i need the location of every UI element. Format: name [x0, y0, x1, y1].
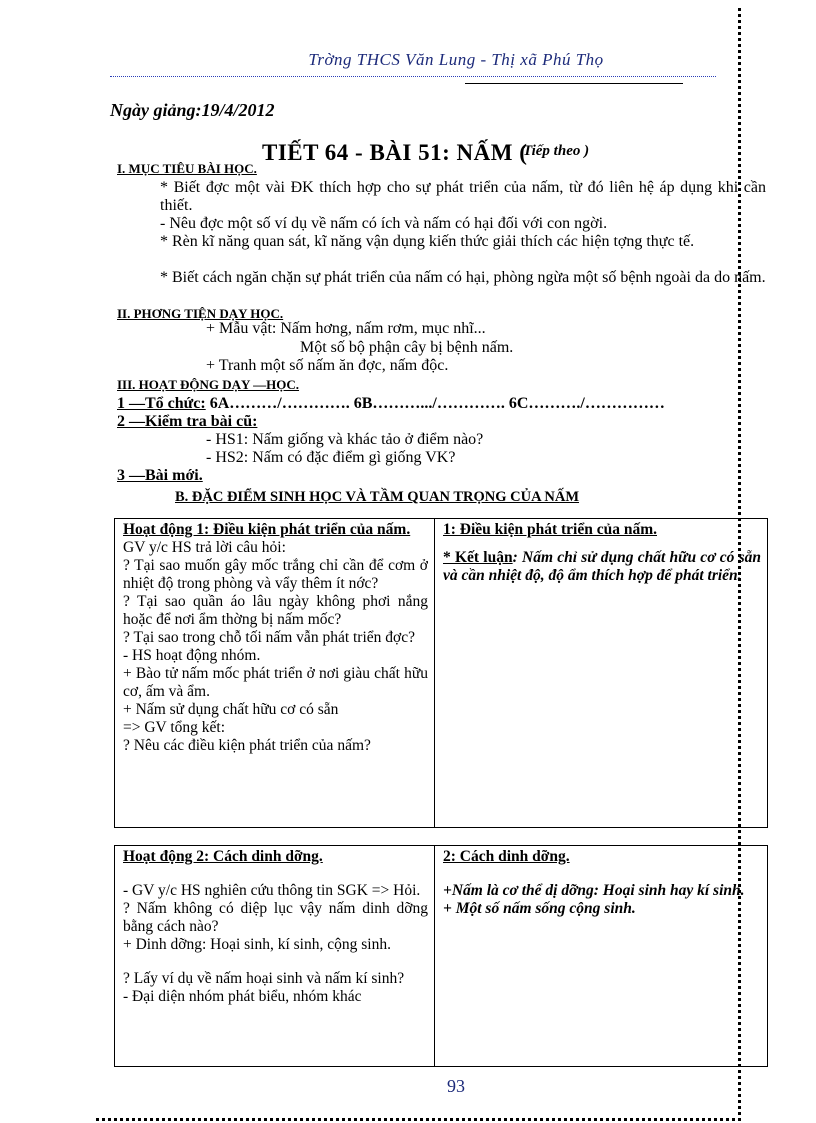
content-2-line: +Nấm là cơ thể dị dỡng: Hoại sinh hay kí sinh. — [443, 882, 745, 899]
activity-1-line: + Bào tử nấm mốc phát triển ở nơi giàu chất hữu cơ, ấm và ẩm. — [123, 665, 428, 700]
materials-line: + Mẫu vật: Nấm hơng, nấm rơm, mục nhĩ... — [206, 320, 486, 337]
materials-line: Một số bộ phận cây bị bệnh nấm. — [300, 339, 514, 356]
activity-1-line: ? Tại sao muốn gây mốc trắng chỉ cần để cơm ở nhiệt độ trong phòng và vẩy thêm ít nớc? — [123, 557, 428, 592]
content-2-line: + Một số nấm sống cộng sinh. — [443, 900, 636, 917]
objective-item: - Nêu đợc một số ví dụ về nấm có ích và nấm có hại đối với con ngời. — [160, 215, 608, 232]
activity-table-2 — [114, 845, 768, 1067]
activity-2-content-column — [435, 846, 768, 1067]
part-b-heading: B. ĐẶC ĐIỂM SINH HỌC VÀ TẦM QUAN TRỌNG CỦA NẤM — [175, 489, 580, 505]
conclusion-label: * Kết luận — [443, 549, 513, 566]
activity-2-heading: Hoạt động 2: Cách dinh dỡng. — [123, 848, 323, 865]
lesson-subtitle: Tiếp theo ) — [523, 143, 590, 159]
lesson-date: Ngày giảng:19/4/2012 — [110, 100, 275, 120]
activity-table-1 — [114, 518, 768, 828]
activity-1-teacher-column — [115, 519, 435, 828]
organization-classes: 6A………/…………. 6B……….../…………. 6C………./…………… — [205, 395, 665, 412]
review-question: - HS1: Nấm giống và khác tảo ở điểm nào? — [206, 431, 484, 448]
activity-1-line: => GV tổng kết: — [123, 719, 226, 736]
objective-item: * Biết cách ngăn chặn sự phát triển của nấm có hại, phòng ngừa một số bệnh ngoài da do nấm. — [160, 269, 766, 286]
activity-2-line: - GV y/c HS nghiên cứu thông tin SGK => Hỏi. — [123, 882, 421, 899]
activity-1-line: ? Nêu các điều kiện phát triển của nấm? — [123, 737, 371, 754]
page-number: 93 — [447, 1076, 465, 1096]
lesson-title: TIẾT 64 - BÀI 51: NẤM ( — [262, 140, 528, 165]
objective-item: * Rèn kĩ năng quan sát, kĩ năng vận dụng kiến thức giải thích các hiện tợng thực tế. — [160, 233, 695, 250]
organization-line — [117, 395, 665, 413]
conclusion-1 — [443, 549, 761, 585]
activity-1-line: ? Tại sao quần áo lâu ngày không phơi nắng hoặc để nơi ẩm thờng bị nấm mốc? — [123, 593, 428, 628]
activity-1-content-column — [435, 519, 768, 828]
conclusion-text: : Nấm chỉ sử dụng chất hữu cơ có sẵn và cần nhiệt độ, độ ẩm thích hợp để phát triển. — [443, 549, 761, 584]
review-label: 2 —Kiểm tra bài cũ: — [117, 413, 258, 430]
content-2-heading: 2: Cách dinh dỡng. — [443, 848, 570, 865]
activity-2-line: ? Lấy ví dụ về nấm hoại sinh và nấm kí sinh? — [123, 970, 405, 987]
activity-2-line: - Đại diện nhóm phát biểu, nhóm khác — [123, 988, 362, 1005]
activity-1-line: + Nấm sử dụng chất hữu cơ có sẵn — [123, 701, 339, 718]
review-question: - HS2: Nấm có đặc điểm gì giống VK? — [206, 449, 456, 466]
activity-2-line: ? Nấm không có diệp lục vậy nấm dinh dỡng bằng cách nào? — [123, 900, 428, 935]
header-underline — [465, 83, 683, 84]
objective-item: * Biết đợc một vài ĐK thích hợp cho sự phát triển của nấm, từ đó liên hệ áp dụng khi cần thiết. — [160, 179, 766, 214]
activity-2-teacher-column — [115, 846, 435, 1067]
school-header: Trờng THCS Văn Lung - Thị xã Phú Thọ — [308, 50, 604, 69]
header-divider — [110, 76, 716, 77]
activity-1-line: - HS hoạt động nhóm. — [123, 647, 261, 664]
activity-1-heading: Hoạt động 1: Điều kiện phát triển của nấm. — [123, 521, 411, 538]
organization-label: 1 —Tổ chức: — [117, 395, 206, 412]
new-lesson-label: 3 —Bài mới. — [117, 467, 203, 484]
activity-1-line: GV y/c HS trả lời câu hỏi: — [123, 539, 286, 556]
section-activities-heading: III. HOẠT ĐỘNG DẠY —HỌC. — [117, 377, 300, 392]
section-materials-heading: II. PHƠNG TIỆN DẠY HỌC. — [117, 306, 284, 321]
activity-2-line: + Dinh dỡng: Hoại sinh, kí sinh, cộng sinh. — [123, 936, 391, 953]
activity-1-line: ? Tại sao trong chỗ tối nấm vẫn phát triển đợc? — [123, 629, 415, 646]
section-objectives-heading: I. MỤC TIÊU BÀI HỌC. — [117, 161, 257, 176]
content-1-heading: 1: Điều kiện phát triển của nấm. — [443, 521, 657, 538]
materials-line: + Tranh một số nấm ăn đợc, nấm độc. — [206, 357, 449, 374]
